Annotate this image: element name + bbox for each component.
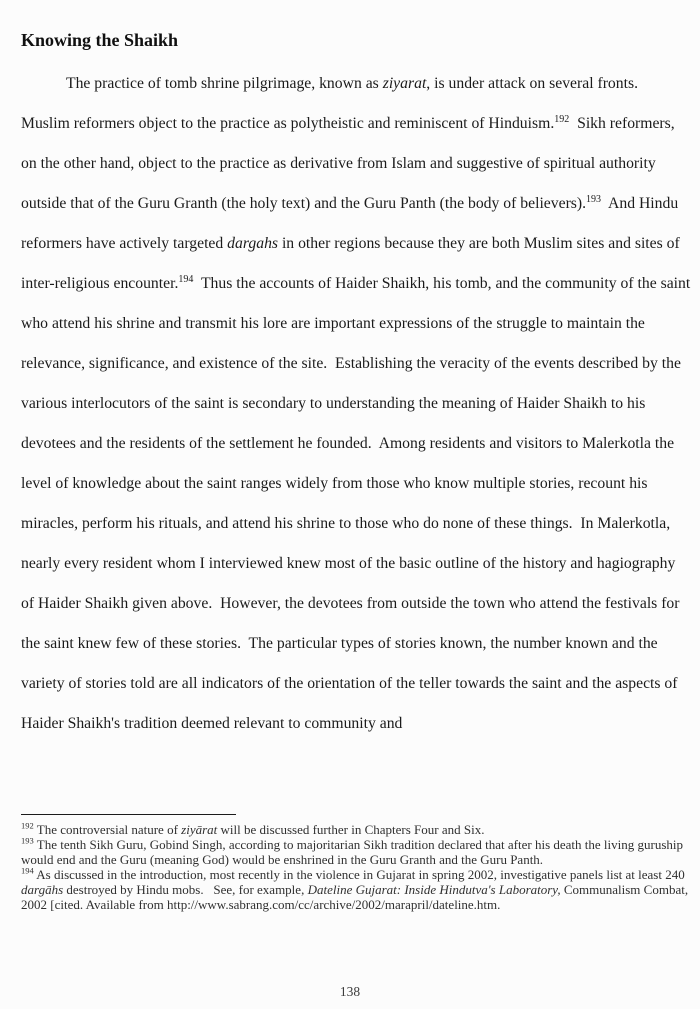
text-run: The controversial nature of — [33, 822, 182, 837]
italic-term: ziyarat — [382, 75, 427, 92]
footnote-ref: 193 — [21, 835, 34, 846]
page-number: 138 — [339, 984, 361, 999]
text-run: , is under attack on several fronts. Muslim reformers object to the practice as polytheistic and reminiscent of Hinduism. — [21, 75, 646, 132]
text-run: Sikh reformers, on the other hand, object to the practice as derivative from Islam and suggestive of spiritual authority outside that of the Guru Granth (the holy text) and the Guru Panth (the body of believers). — [21, 115, 679, 212]
footnote — [21, 837, 691, 867]
footnote-ref: 192 — [554, 113, 570, 125]
text-run: Communalism Combat, 2002 [cited. Available from http://www.sabrang.com/cc/archive/2002/marapril/dateline.htm. — [21, 882, 692, 912]
text-run: destroyed by Hindu mobs. See, for example, — [63, 882, 308, 897]
footnote-separator — [21, 814, 236, 815]
footnote-ref: 194 — [21, 865, 34, 876]
footnote — [21, 867, 691, 912]
text-run: in other regions because they are both Muslim sites and sites of inter-religious encounter. — [21, 235, 684, 292]
page-content — [21, 0, 695, 744]
text-run: will be discussed further in Chapters Four and Six. — [217, 822, 485, 837]
footnote-block — [21, 814, 691, 912]
text-run: As discussed in the introduction, most recently in the violence in Gujarat in spring 2002, investigative panels list at least 240 — [33, 867, 688, 882]
italic-term: ziyārat — [181, 822, 218, 837]
italic-term: dargāhs — [21, 882, 64, 897]
footnote — [21, 822, 691, 837]
section-heading: Knowing the Shaikh — [21, 30, 179, 50]
footnote-ref: 194 — [178, 273, 194, 285]
text-run: Thus the accounts of Haider Shaikh, his tomb, and the community of the saint who attend his shrine and transmit his lore are important expressions of the struggle to maintain the relevance, significance, and existence of the site. Establishing the veracity of the events described by the various interlocutors of the saint is secondary to understanding the meaning of Haider Shaikh to his devotees and the residents of the settlement he founded. Among residents and visitors to Malerkotla the level of knowledge about the saint ranges widely from those who know multiple stories, recount his miracles, perform his rituals, and attend his shrine to those who do none of these things. In Malerkotla, nearly every resident whom I interviewed knew most of the basic outline of the history and hagiography of Haider Shaikh given above. However, the devotees from outside the town who attend the festivals for the saint knew few of these stories. The particular types of stories known, the number known and the variety of stories told are all indicators of the orientation of the teller towards the saint and the aspects of Haider Shaikh's tradition deemed relevant to community and — [21, 275, 695, 732]
italic-term: Dateline Gujarat: Inside Hindutva's Laboratory, — [307, 882, 561, 897]
text-run: And Hindu reformers have actively targeted — [21, 195, 683, 252]
footnote-ref: 193 — [586, 193, 602, 205]
text-run: The tenth Sikh Guru, Gobind Singh, according to majoritarian Sikh tradition declared that after his death the living guruship would end and the Guru (meaning God) would be enshrined in the Guru Granth and the Guru Panth. — [21, 837, 687, 867]
footnote-ref: 192 — [21, 820, 34, 831]
text-run: The practice of tomb shrine pilgrimage, known as — [66, 75, 383, 92]
body-paragraph — [21, 64, 695, 744]
italic-term: dargahs — [227, 235, 279, 252]
